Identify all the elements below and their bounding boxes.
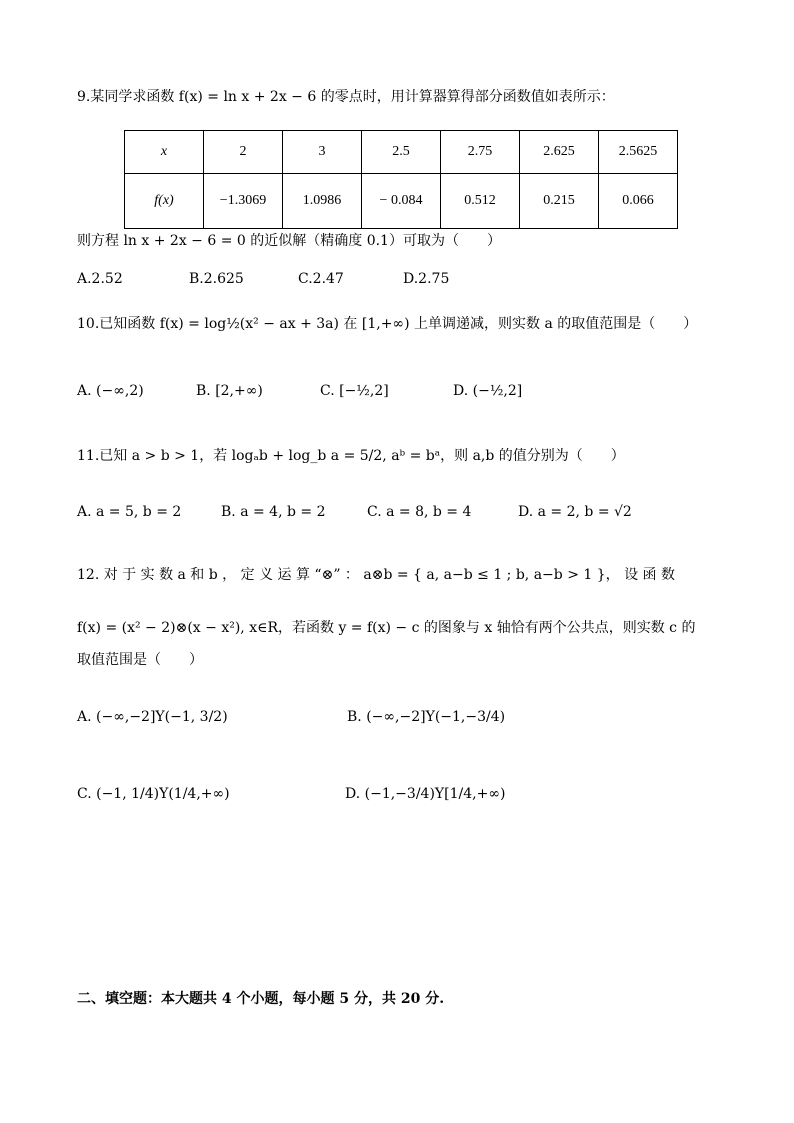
table-cell: 2.5625 [599, 131, 678, 174]
table-row [125, 174, 678, 229]
table-cell: 1.0986 [283, 174, 362, 229]
table-cell: x [125, 131, 204, 174]
q10-stem: 10.已知函数 f(x) = log½(x² − ax + 3a) 在 [1,+∞) 上单调递减，则实数 a 的取值范围是（ ） [77, 316, 698, 332]
q11-stem: 11.已知 a > b > 1，若 logₐb + log_b a = 5/2, aᵇ = bᵃ，则 a,b 的值分别为（ ） [77, 448, 625, 464]
table-cell: 2.75 [441, 131, 520, 174]
q11-option-b[interactable]: B. a = 4, b = 2 [221, 504, 326, 520]
table-cell: 2 [204, 131, 283, 174]
table-cell: 0.512 [441, 174, 520, 229]
q12-option-a[interactable]: A. (−∞,−2]Y(−1, 3/2) [77, 709, 228, 725]
table-cell: 0.066 [599, 174, 678, 229]
table-cell: − 0.084 [362, 174, 441, 229]
table-cell: f(x) [125, 174, 204, 229]
q9-value-table [124, 130, 678, 229]
q11-option-c[interactable]: C. a = 8, b = 4 [367, 504, 472, 520]
q12-stem-line2: f(x) = (x² − 2)⊗(x − x²), x∈R，若函数 y = f(x) − c 的图象与 x 轴恰有两个公共点，则实数 c 的 [77, 620, 696, 636]
q12-option-d[interactable]: D. (−1,−3/4)Y[1/4,+∞) [345, 786, 506, 802]
q10-option-b[interactable]: B. [2,+∞) [196, 383, 263, 399]
q11-option-d[interactable]: D. a = 2, b = √2 [518, 504, 632, 520]
q9-option-d[interactable]: D.2.75 [403, 271, 450, 287]
q9-option-b[interactable]: B.2.625 [189, 271, 244, 287]
q12-stem-line3: 取值范围是（ ） [77, 652, 203, 668]
q10-option-a[interactable]: A. (−∞,2) [77, 383, 144, 399]
table-cell: 3 [283, 131, 362, 174]
table-cell: 0.215 [520, 174, 599, 229]
q10-option-d[interactable]: D. (−½,2] [453, 383, 523, 399]
q9-stem: 9.某同学求函数 f(x) = ln x + 2x − 6 的零点时，用计算器算得部分函数值如表所示： [77, 89, 615, 105]
q9-option-c[interactable]: C.2.47 [298, 271, 344, 287]
q11-option-a[interactable]: A. a = 5, b = 2 [77, 504, 182, 520]
q9-option-a[interactable]: A.2.52 [77, 271, 123, 287]
section-heading: 二、填空题：本大题共 4 个小题，每小题 5 分，共 20 分. [77, 991, 445, 1007]
q9-question: 则方程 ln x + 2x − 6 = 0 的近似解（精确度 0.1）可取为（ ） [77, 233, 501, 249]
q12-stem-line1: 12. 对 于 实 数 a 和 b ， 定 义 运 算 “⊗” ： a⊗b = { a, a−b ≤ 1 ; b, a−b > 1 }， 设 函 数 [77, 567, 675, 583]
table-cell: −1.3069 [204, 174, 283, 229]
table-row [125, 131, 678, 174]
table-cell: 2.625 [520, 131, 599, 174]
q12-option-c[interactable]: C. (−1, 1/4)Y(1/4,+∞) [77, 786, 230, 802]
q10-option-c[interactable]: C. [−½,2] [320, 383, 389, 399]
table-cell: 2.5 [362, 131, 441, 174]
q12-option-b[interactable]: B. (−∞,−2]Y(−1,−3/4) [347, 709, 506, 725]
